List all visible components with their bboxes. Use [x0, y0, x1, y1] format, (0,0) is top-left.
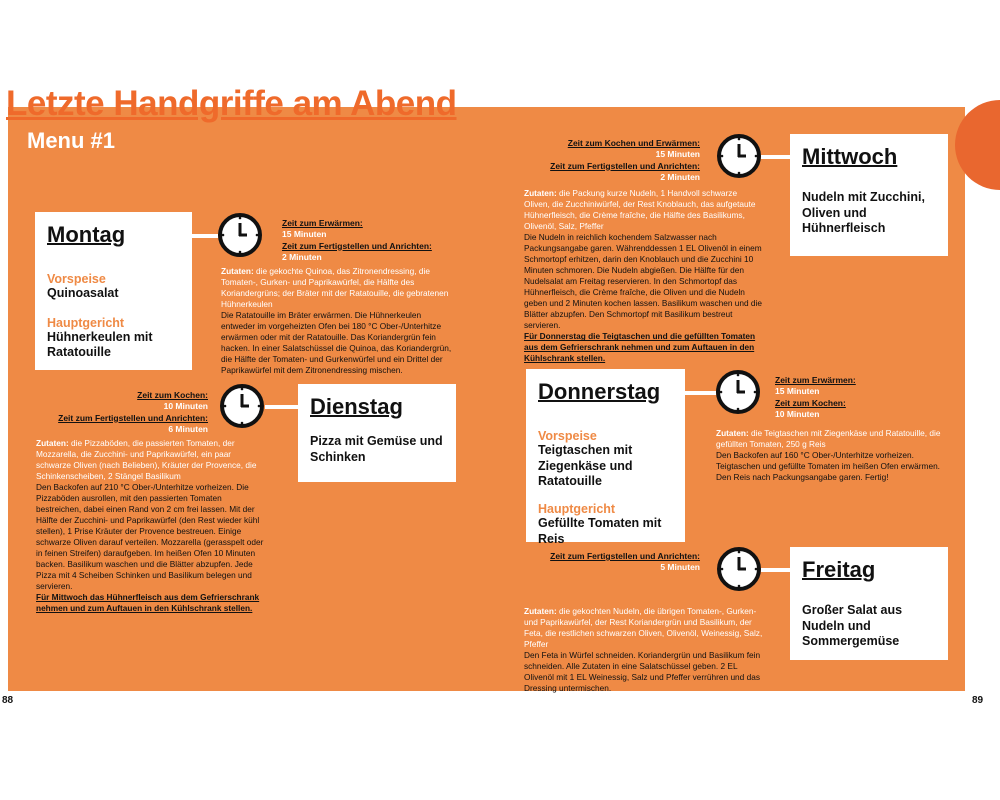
clock-icon: [219, 383, 265, 429]
time-label: Zeit zum Fertigstellen und Anrichten:: [58, 412, 208, 423]
time-info: [282, 218, 432, 263]
steps: Den Backofen auf 210 °C Ober-/Unterhitze vorheizen. Die Pizzaböden ausrollen, mit den passierten Tomaten bestreichen, dabei einen Rand von 2 cm frei lassen. Mit der Hälfte der Zucchini- und Paprikawürfel (den Rest wieder kühl stellen), 1 Prise Kräuter der Provence bestreuen. Einige schwarze Oliven darauf verteilen. Mozzarella (gerasspelt oder in feinen Streifen) daraufgeben. Im heißen Ofen 10 Minuten backen. Basilikum waschen und die Blätter abzupfen. Jede Pizza mit 4 Scheiben Schinken und Basilikum belegen und servieren.: [36, 482, 264, 592]
steps: Den Feta in Würfel schneiden. Koriandergrün und Basilikum fein schneiden. Alle Zutaten in eine Salatschüssel geben. 2 EL Olivenöl mit 1 EL Weinessig, Salz und Pfeffer verrühren und das Dressing untermischen.: [524, 650, 761, 694]
main-label: Hauptgericht: [47, 315, 125, 330]
clock-icon: [715, 369, 761, 415]
clock-icon: [716, 546, 762, 592]
day-title: Freitag: [802, 557, 876, 582]
time-value: 2 Minuten: [282, 251, 322, 262]
time-value: 15 Minuten: [282, 229, 327, 240]
connector-line: [684, 391, 716, 395]
main-dish: Hühnerkeulen mit Ratatouille: [47, 329, 153, 360]
day-card-donnerstag: [526, 369, 685, 546]
recipe-text: [524, 188, 764, 365]
time-label: Zeit zum Kochen:: [775, 397, 846, 408]
day-card-montag: [35, 212, 192, 370]
ingredients: die gekochte Quinoa, das Zitronendressing, die Tomaten-, Gurken- und Paprikawürfel, die Hälfte des Koriandergrüns; der Bräter mit der Ratatouille, die gebratenen Hühnerkeulen: [221, 266, 449, 310]
clock-icon: [217, 212, 263, 258]
ingredients-label: Zutaten:: [524, 606, 557, 616]
time-value: 2 Minuten: [660, 171, 700, 182]
connector-line: [761, 155, 791, 159]
time-value: 15 Minuten: [775, 386, 820, 397]
page-title: Letzte Handgriffe am Abend: [6, 84, 457, 123]
time-label: Zeit zum Erwärmen:: [282, 218, 363, 228]
dish: Nudeln mit Zucchini, Oliven und Hühnerfleisch: [802, 190, 925, 236]
dish: Pizza mit Gemüse und Schinken: [310, 434, 443, 464]
main-label: Hauptgericht: [538, 501, 616, 516]
main-dish: Gefüllte Tomaten mit Reis: [538, 515, 662, 546]
ingredients-label: Zutaten:: [36, 438, 69, 448]
connector-line: [265, 405, 299, 409]
ingredients: die Teigtaschen mit Ziegenkäse und Ratatouille, die gefüllten Tomaten, 250 g Reis: [716, 428, 941, 450]
time-info: [40, 390, 208, 435]
menu-title: Menu #1: [27, 128, 116, 153]
ingredients-label: Zutaten:: [524, 188, 557, 198]
ingredients: die gekochten Nudeln, die übrigen Tomaten-, Gurken- und Paprikawürfel, der Rest Koriandergrün und Basilikum, der Feta, die restlichen schwarzen Oliven, Olivenöl, Weinessig, Salz, Pfeffer: [524, 606, 763, 650]
time-info: [530, 551, 700, 574]
day-card-freitag: [790, 547, 948, 660]
time-label: Zeit zum Erwärmen:: [775, 375, 856, 385]
recipe-text: [36, 438, 268, 615]
prep-note: Für Mittwoch das Hühnerfleisch aus dem Gefrierschrank nehmen und zum Auftauen in den Kühlschrank stellen.: [36, 592, 260, 614]
ingredients: die Pizzaböden, die passierten Tomaten, der Mozzarella, die Zucchini- und Paprikawürfel, ein paar schwarze Oliven (nach Belieben), Kräuter der Provence, die Schinkenscheiben, 2 Stängel Basilikum: [36, 438, 257, 482]
dish: Großer Salat aus Nudeln und Sommergemüse: [802, 603, 903, 649]
recipe-text: [716, 428, 948, 483]
connector-line: [192, 234, 218, 238]
steps: Die Ratatouille im Bräter erwärmen. Die Hühnerkeulen entweder im vorgeheizten Ofen bei 180 °C Ober-/Unterhitze erwärmen oder mit der Ratatouille. Das Koriandergrün fein hacken. In einer Salatschüssel die Quinoa, das Koriandergrün, die Hälfte der Tomaten- und Gurkenwürfel und ein Drittel der Paprikawürfel mit dem Zitronendressing mischen.: [221, 310, 452, 376]
steps: Den Backofen auf 160 °C Ober-/Unterhitze vorheizen. Teigtaschen und gefüllte Tomaten im heißen Ofen erwärmen. Den Reis nach Packungsangabe garen. Fertig!: [716, 450, 940, 483]
page-number-right: 89: [972, 695, 984, 706]
starter-dish: Teigtaschen mit Ziegenkäse und Ratatouille: [538, 443, 633, 489]
prep-note: Für Donnerstag die Teigtaschen und die gefüllten Tomaten aus dem Gefrierschrank nehmen und zum Auftauen in den Kühlschrank stellen.: [524, 331, 756, 364]
steps: Die Nudeln in reichlich kochendem Salzwasser nach Packungsangabe garen. Währenddessen 1 EL Olivenöl in einem Schmortopf erhitzen, darin den Knoblauch und die Zucchini 10 Minuten schmoren. Die Nudeln abgießen. Die Hälfte für den Nudelsalat am Freitag reservieren. In den Schmortopf das Hühnerfleisch, die Crème fraîche, die Oliven und die Nudeln geben und 2 Minuten kochen lassen. Basilikum waschen und die Blätter abzupfen. Den Schmortopf mit Basilikum bestreut servieren.: [524, 232, 762, 331]
day-title: Dienstag: [310, 394, 403, 419]
connector-line: [761, 568, 791, 572]
time-label: Zeit zum Fertigstellen und Anrichten:: [282, 240, 432, 251]
starter-label: Vorspeise: [538, 429, 597, 443]
day-card-mittwoch: [790, 134, 948, 256]
clock-icon: [716, 133, 762, 179]
time-label: Zeit zum Fertigstellen und Anrichten:: [550, 551, 700, 561]
time-value: 10 Minuten: [163, 401, 208, 412]
ingredients-label: Zutaten:: [716, 428, 749, 438]
starter-label: Vorspeise: [47, 272, 106, 286]
day-card-dienstag: [298, 384, 456, 482]
page-number-left: 88: [2, 695, 14, 706]
time-value: 5 Minuten: [660, 562, 700, 573]
recipe-text: [524, 606, 764, 694]
time-label: Zeit zum Fertigstellen und Anrichten:: [550, 160, 700, 171]
time-value: 15 Minuten: [655, 149, 700, 160]
time-value: 6 Minuten: [168, 423, 208, 434]
starter-dish: Quinoasalat: [47, 286, 119, 300]
time-label: Zeit zum Kochen:: [137, 390, 208, 400]
day-title: Donnerstag: [538, 379, 661, 404]
time-value: 10 Minuten: [775, 408, 820, 419]
time-info: [530, 138, 700, 183]
time-label: Zeit zum Kochen und Erwärmen:: [567, 138, 700, 148]
day-title: Montag: [47, 222, 126, 247]
ingredients: die Packung kurze Nudeln, 1 Handvoll schwarze Oliven, die Zucchiniwürfel, der Rest Knoblauch, das aufgetaute Hühnerfleisch, die Crème fraîche, die Hälfte des Basilikums, Olivenöl, Salz, Pfeffer: [524, 188, 756, 232]
recipe-text: [221, 266, 457, 376]
day-title: Mittwoch: [802, 144, 898, 169]
ingredients-label: Zutaten:: [221, 266, 254, 276]
time-info: [775, 375, 856, 420]
